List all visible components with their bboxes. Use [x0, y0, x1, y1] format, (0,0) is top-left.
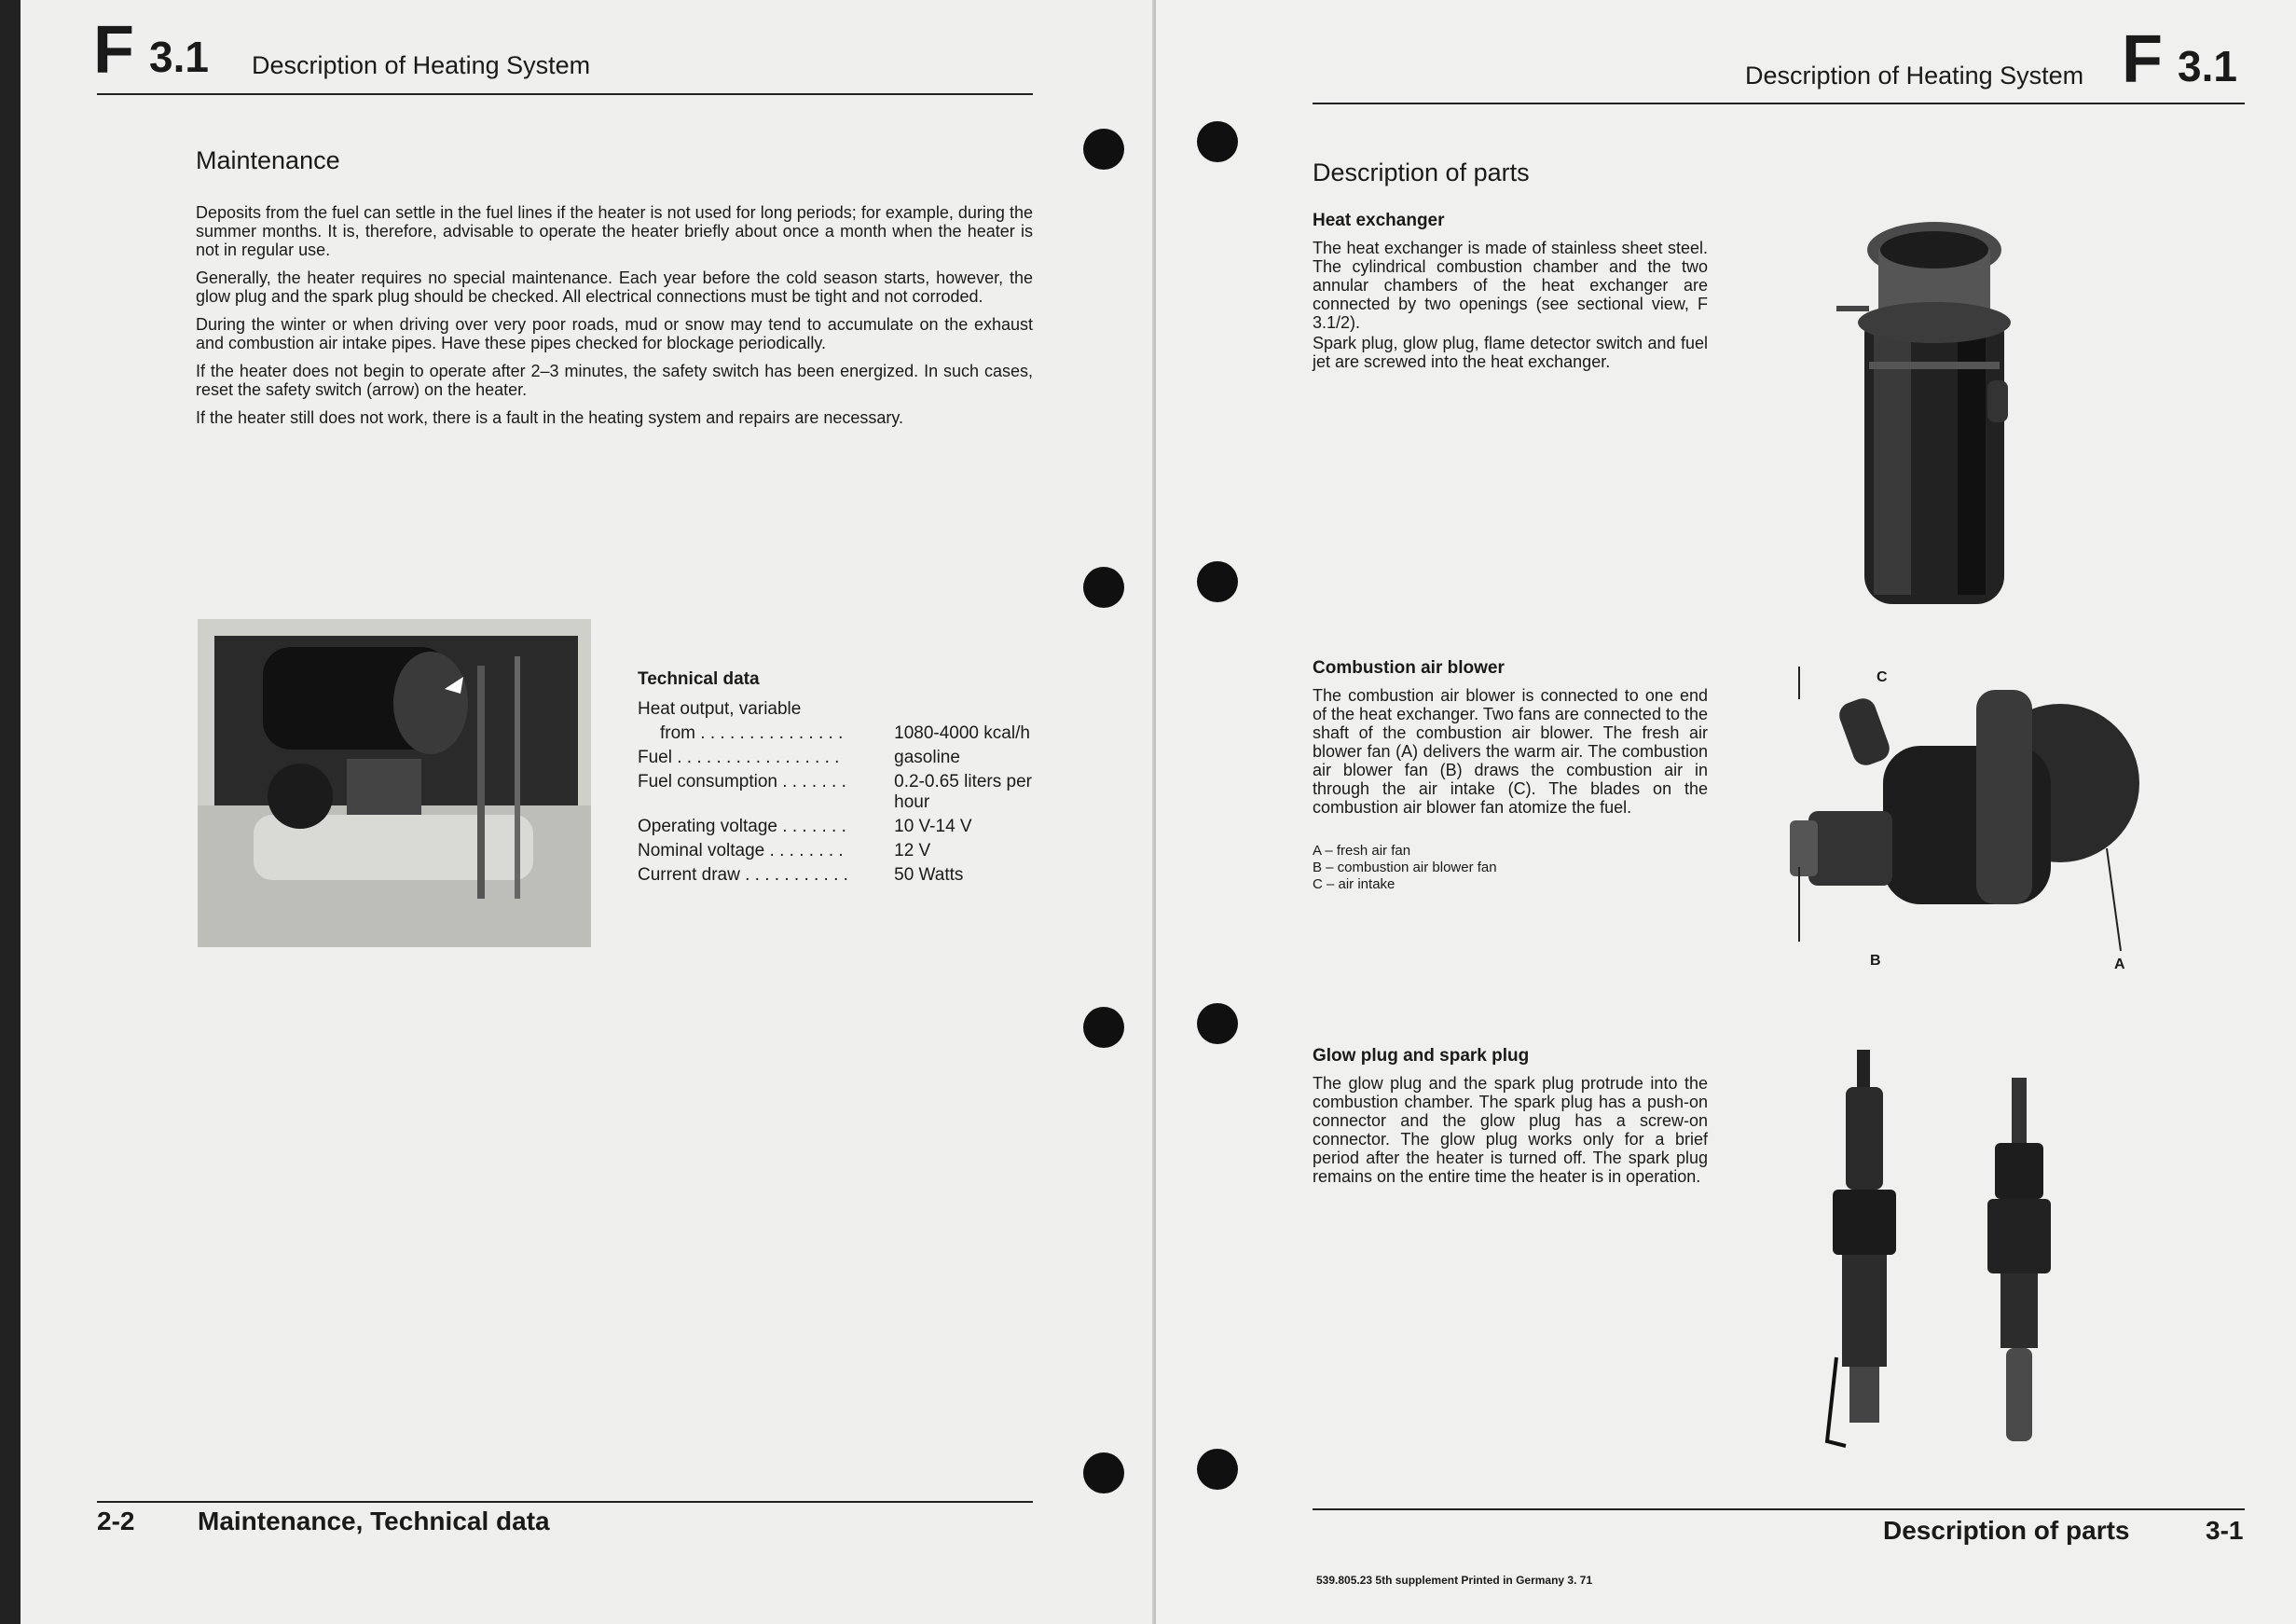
punch-hole [1197, 1003, 1238, 1044]
section-text: Spark plug, glow plug, flame detector switch and fuel jet are screwed into the heat exchanger. [1313, 334, 1708, 371]
punch-hole [1083, 129, 1124, 170]
tech-label: Fuel . . . . . . . . . . . . . . . . . [638, 748, 840, 767]
table-row [638, 839, 1038, 863]
section-text: The combustion air blower is connected to one end of the heat exchanger. Two fans are connected to the shaft of the combustion air blower. The fresh air blower fan (A) delivers the warm air. The combustion air blower fan (B) draws the combustion air in through the air intake (C). The blades on the combustion air blower fan atomize the fuel. [1313, 686, 1708, 817]
legend-item: C – air intake [1313, 876, 1395, 892]
maintenance-paragraph: If the heater does not begin to operate after 2–3 minutes, the safety switch has been energized. In such cases, reset the safety switch (arrow) on the heater. [196, 362, 1033, 399]
parts-legend [1313, 843, 1708, 893]
heater-installation-photo [198, 619, 591, 947]
tech-value: 1080-4000 kcal/h [894, 723, 1030, 743]
legend-item: B – combustion air blower fan [1313, 860, 1497, 875]
table-row [638, 815, 1038, 839]
footer-title: Description of parts [1883, 1516, 2130, 1545]
imprint: 539.805.23 5th supplement Printed in Germany 3. 71 [1316, 1574, 1593, 1587]
punch-hole [1083, 1452, 1124, 1493]
maintenance-heading: Maintenance [196, 146, 340, 174]
section-number: 3.1 [2178, 42, 2237, 90]
maintenance-paragraph: During the winter or when driving over very poor roads, mud or snow may tend to accumulate on the exhaust and combustion air intake pipes. Have these pipes checked for blockage periodically. [196, 315, 1033, 352]
tech-label: from . . . . . . . . . . . . . . . [660, 723, 844, 743]
tech-value: 12 V [894, 841, 931, 860]
heat-exchanger-section [1313, 211, 1708, 371]
table-row [638, 770, 1038, 815]
maintenance-paragraph: Generally, the heater requires no special maintenance. Each year before the cold season starts, however, the glow plug and the spark plug should be checked. All electrical connections must be tight and not corroded. [196, 268, 1033, 306]
section-title: Combustion air blower [1313, 658, 1505, 678]
section-number: 3.1 [149, 33, 209, 81]
tech-value: 50 Watts [894, 865, 964, 885]
tech-label: Fuel consumption . . . . . . . [638, 772, 846, 791]
section-text: The heat exchanger is made of stainless sheet steel. The cylindrical combustion chamber and the two annular chambers of the heat exchanger are connected by two openings (see sectional view, F 3.1/2). [1313, 239, 1708, 332]
plugs-photo [1808, 1050, 2125, 1460]
punch-hole [1197, 1449, 1238, 1490]
header-title: Description of Heating System [252, 51, 591, 79]
header-rule [97, 93, 1033, 95]
technical-data-heading: Technical data [638, 669, 760, 689]
tech-label: Operating voltage . . . . . . . [638, 817, 846, 836]
tech-value: 10 V-14 V [894, 817, 972, 836]
footer-rule [1313, 1508, 2245, 1510]
tech-value: 0.2-0.65 liters per hour [894, 772, 1032, 812]
maintenance-paragraph: Deposits from the fuel can settle in the fuel lines if the heater is not used for long periods; for example, during the summer months. It is, therefore, advisable to operate the heater briefly about once a month when the heater is not in regular use. [196, 203, 1033, 259]
legend-item: A – fresh air fan [1313, 843, 1411, 859]
section-letter: F [93, 13, 133, 88]
glow-plug-section [1313, 1046, 1708, 1186]
punch-hole [1197, 121, 1238, 162]
footer-page-number: 2-2 [97, 1507, 135, 1535]
section-title: Glow plug and spark plug [1313, 1046, 1530, 1066]
callout-a: A [2114, 957, 2125, 972]
technical-data-table [638, 697, 1038, 888]
tech-label: Nominal voltage . . . . . . . . [638, 841, 844, 860]
section-text: The glow plug and the spark plug protrude into the combustion chamber. The spark plug has a push-on connector and the glow plug has a screw-on connector. The glow plug works only for a brief period after the heater is turned off. The spark plug remains on the entire time the heater is in operation. [1313, 1074, 1708, 1186]
table-row [638, 697, 1038, 722]
tech-value [894, 697, 1038, 722]
table-row [638, 746, 1038, 770]
footer-rule [97, 1501, 1033, 1503]
maintenance-paragraph: If the heater still does not work, there is a fault in the heating system and repairs are necessary. [196, 408, 904, 427]
callout-b: B [1870, 953, 1881, 969]
punch-hole [1083, 1007, 1124, 1048]
technical-data [638, 669, 1038, 888]
callout-c: C [1877, 669, 1888, 685]
tech-value: gasoline [894, 748, 960, 767]
header-title: Description of Heating System [1745, 62, 2084, 89]
section-letter: F [2122, 22, 2162, 97]
tech-label: Current draw . . . . . . . . . . . [638, 865, 848, 885]
section-title: Heat exchanger [1313, 211, 1445, 230]
tech-label: Heat output, variable [638, 699, 802, 719]
right-page [1156, 0, 2296, 1624]
punch-hole [1197, 561, 1238, 602]
combustion-air-blower-section [1313, 658, 1708, 893]
heat-exchanger-photo [1827, 213, 2032, 619]
table-row [638, 722, 1038, 746]
combustion-air-blower-photo [1753, 662, 2200, 979]
parts-heading: Description of parts [1313, 158, 1530, 186]
punch-hole [1083, 567, 1124, 608]
footer-page-number: 3-1 [2206, 1516, 2244, 1545]
table-row [638, 863, 1038, 888]
footer-title: Maintenance, Technical data [198, 1507, 550, 1535]
maintenance-body [196, 203, 1033, 436]
header-rule [1313, 103, 2245, 104]
